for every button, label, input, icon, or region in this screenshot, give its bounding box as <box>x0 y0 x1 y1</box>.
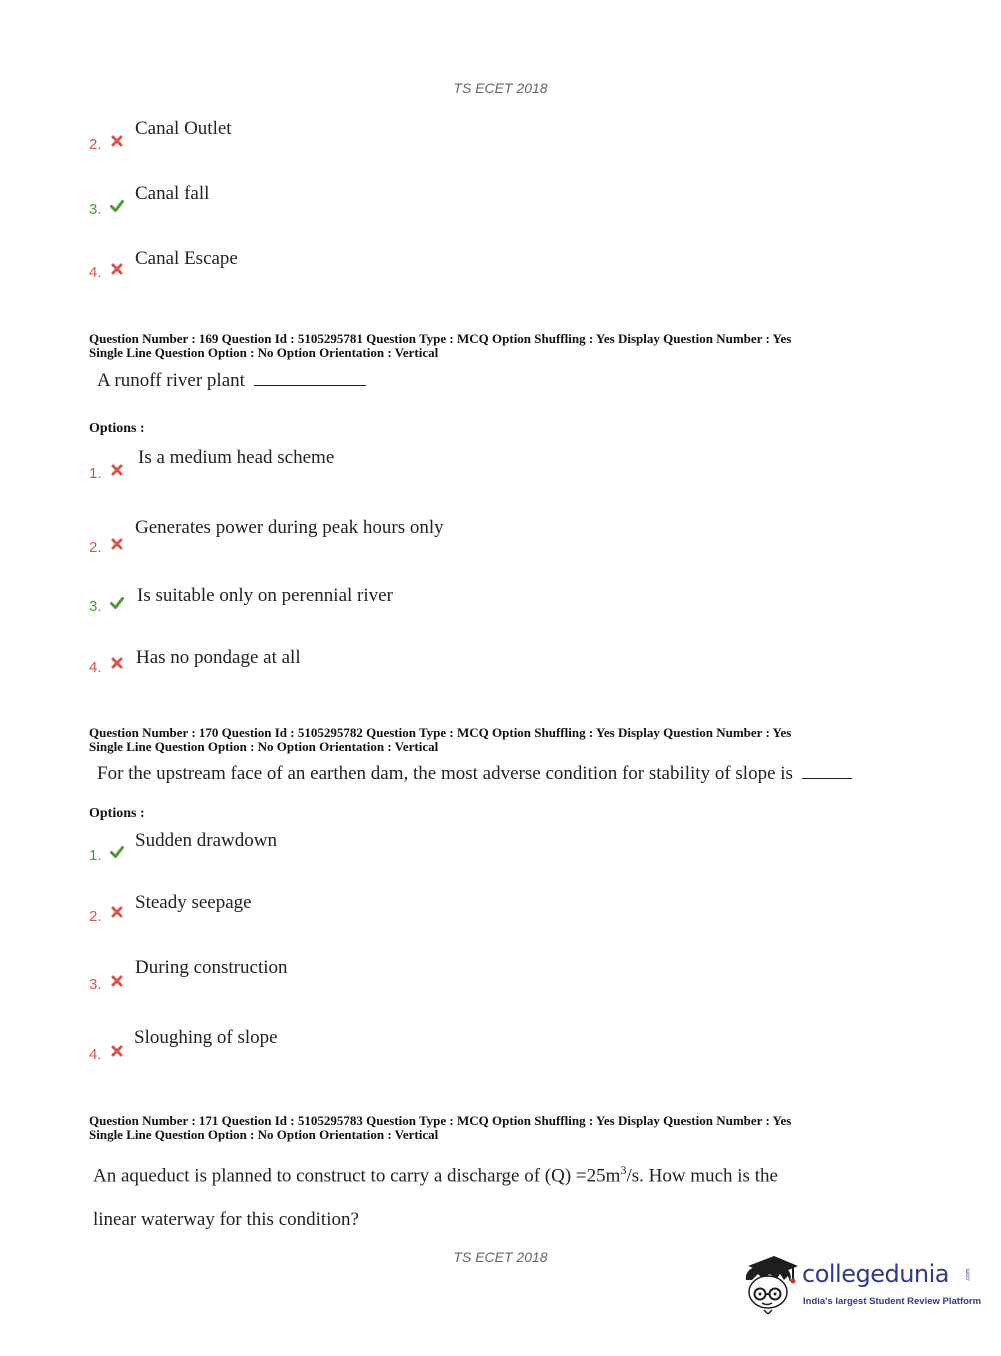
option-text: Sloughing of slope <box>134 1027 278 1048</box>
question-text <box>93 1163 778 1187</box>
question-meta-line1: Question Number : 169 Question Id : 5105295781 Question Type : MCQ Option Shuffling : Yes Display Question Number : Yes <box>89 331 792 346</box>
question-meta <box>89 726 791 754</box>
option-number: 2. <box>89 539 102 556</box>
checkmark-icon <box>110 199 124 213</box>
option-text: Canal fall <box>135 183 210 204</box>
option-number: 1. <box>89 465 102 482</box>
option-text: Generates power during peak hours only <box>135 517 444 538</box>
option-number: 2. <box>89 908 102 925</box>
cross-icon <box>110 134 124 148</box>
option-number: 1. <box>89 847 102 864</box>
option-number: 3. <box>89 201 102 218</box>
question-text-body: For the upstream face of an earthen dam, the most adverse condition for stability of slope is <box>97 763 793 784</box>
page-footer: TS ECET 2018 <box>453 1249 548 1265</box>
option-number: 4. <box>89 264 102 281</box>
question-text <box>97 370 366 392</box>
question-meta <box>89 332 791 360</box>
question-text-part1: An aqueduct is planned to construct to carry a discharge of (Q) =25m <box>93 1165 621 1187</box>
options-label: Options : <box>89 421 145 436</box>
cross-icon <box>110 656 124 670</box>
cross-icon <box>110 905 124 919</box>
question-text-body: A runoff river plant <box>97 370 245 391</box>
options-label: Options : <box>89 806 145 821</box>
option-text: Sudden drawdown <box>135 830 277 851</box>
cross-icon <box>110 974 124 988</box>
cross-icon <box>110 463 124 477</box>
question-text-line2: linear waterway for this condition? <box>93 1209 359 1230</box>
option-text: Is suitable only on perennial river <box>137 585 393 606</box>
question-text-superscript: 3 <box>620 1163 627 1177</box>
checkmark-icon <box>110 845 124 859</box>
answer-blank <box>254 371 366 386</box>
logo-domain: .com <box>965 1268 972 1282</box>
page-header: TS ECET 2018 <box>453 80 548 96</box>
option-text: Has no pondage at all <box>136 647 301 668</box>
question-meta-line2: Single Line Question Option : No Option Orientation : Vertical <box>89 1127 439 1142</box>
question-meta <box>89 1114 791 1142</box>
collegedunia-logo <box>740 1250 982 1320</box>
option-text: During construction <box>135 957 288 978</box>
cross-icon <box>110 1044 124 1058</box>
question-meta-line2: Single Line Question Option : No Option Orientation : Vertical <box>89 345 439 360</box>
question-text <box>97 763 852 785</box>
mascot-icon <box>740 1250 802 1314</box>
answer-blank <box>802 764 852 779</box>
logo-tagline: India's largest Student Review Platform <box>803 1296 982 1307</box>
question-meta-line1: Question Number : 170 Question Id : 5105295782 Question Type : MCQ Option Shuffling : Yes Display Question Number : Yes <box>89 725 792 740</box>
option-text: Canal Outlet <box>135 118 232 139</box>
logo-wordmark: collegedunia <box>802 1260 950 1288</box>
question-meta-line1: Question Number : 171 Question Id : 5105295783 Question Type : MCQ Option Shuffling : Yes Display Question Number : Yes <box>89 1113 792 1128</box>
option-text: Canal Escape <box>135 248 238 269</box>
cross-icon <box>110 262 124 276</box>
cross-icon <box>110 537 124 551</box>
option-number: 4. <box>89 1046 102 1063</box>
option-text: Is a medium head scheme <box>138 447 335 468</box>
question-text-part2: /s. How much is the <box>626 1165 778 1187</box>
option-number: 2. <box>89 136 102 153</box>
option-number: 3. <box>89 598 102 615</box>
question-meta-line2: Single Line Question Option : No Option Orientation : Vertical <box>89 739 439 754</box>
option-number: 3. <box>89 976 102 993</box>
option-text: Steady seepage <box>135 892 252 913</box>
checkmark-icon <box>110 596 124 610</box>
option-number: 4. <box>89 659 102 676</box>
